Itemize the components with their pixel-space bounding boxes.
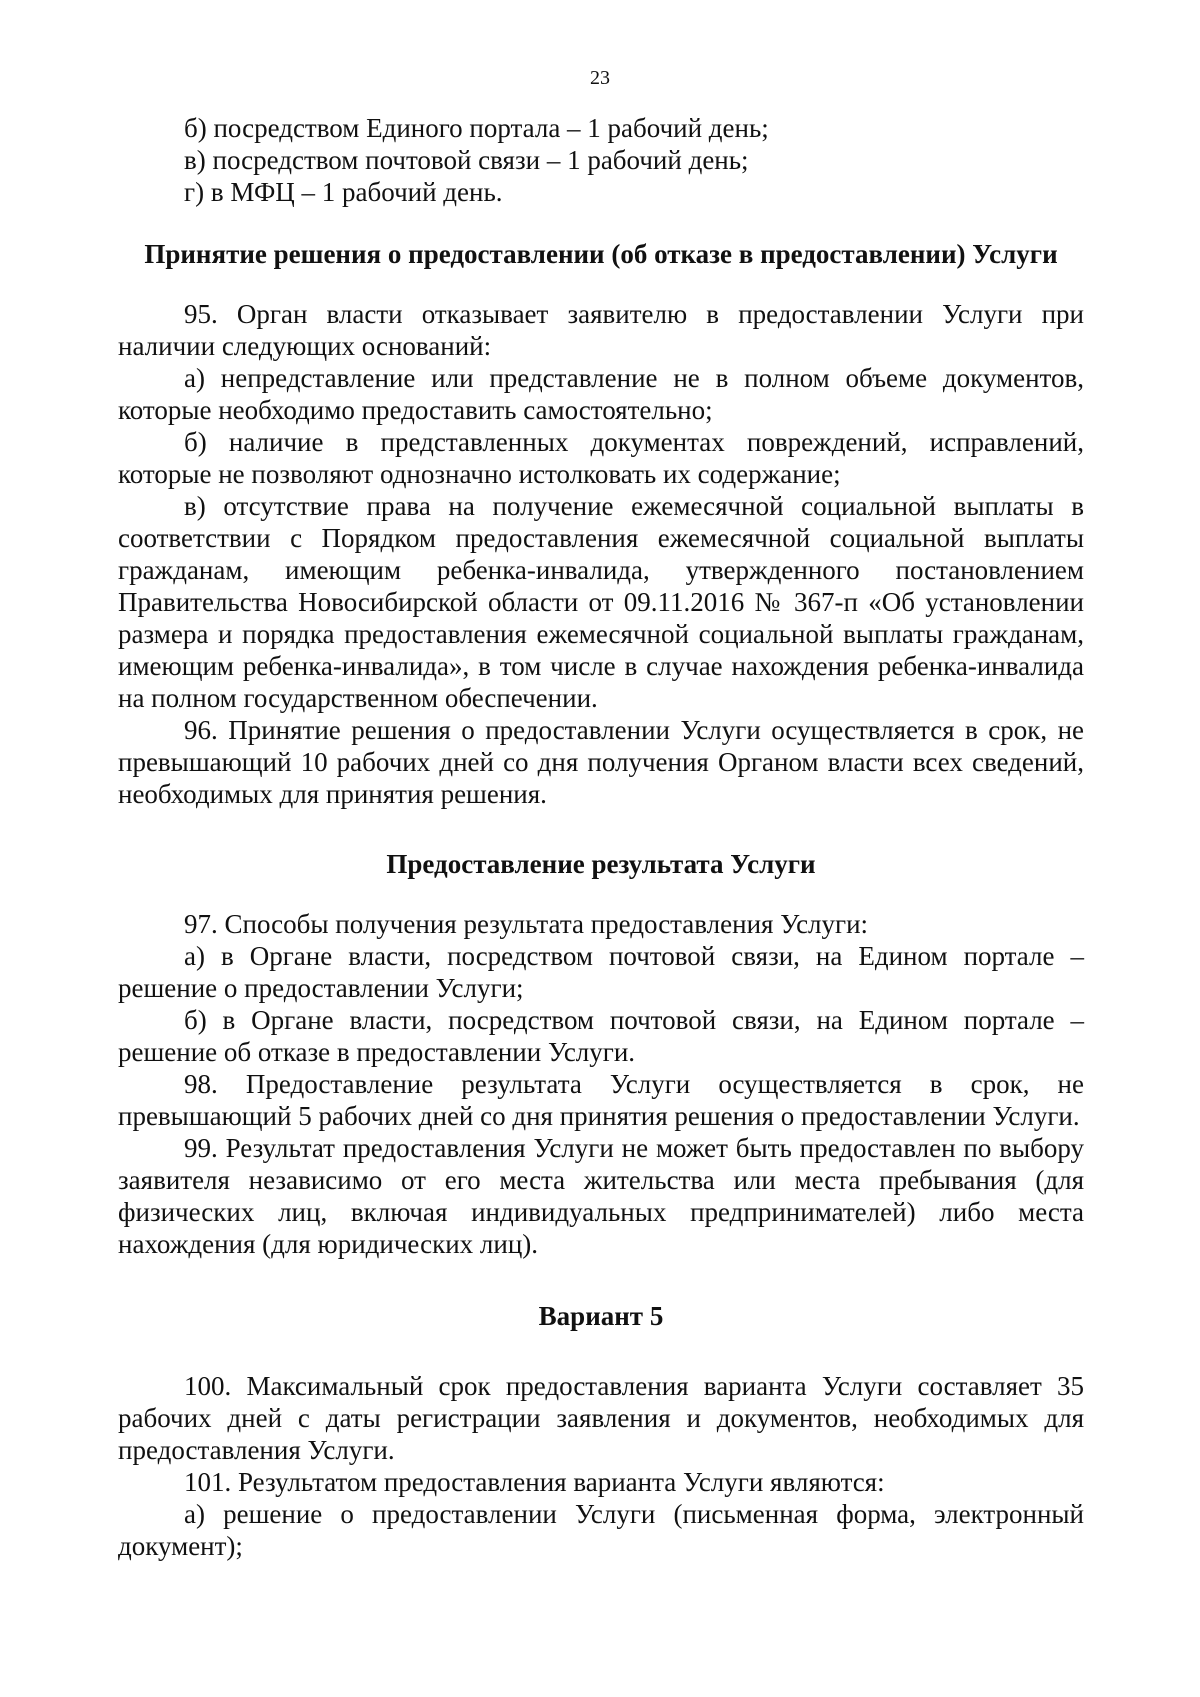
section-heading-decision: Принятие решения о предоставлении (об отказе в предоставлении) Услуги <box>144 239 1058 269</box>
paragraph-100: 100. Максимальный срок предоставления варианта Услуги составляет 35 рабочих дней с даты регистрации заявления и документов, необходимых для предоставления Услуги. <box>118 1371 1084 1465</box>
paragraph-97-a: а) в Органе власти, посредством почтовой связи, на Едином портале – решение о предоставлении Услуги; <box>118 941 1084 1003</box>
paragraph-95-b: б) наличие в представленных документах повреждений, исправлений, которые не позволяют однозначно истолковать их содержание; <box>118 427 1084 489</box>
paragraph-101: 101. Результатом предоставления варианта Услуги являются: <box>184 1467 885 1497</box>
list-item: б) посредством Единого портала – 1 рабочий день; <box>184 113 769 143</box>
page-number: 23 <box>590 67 610 89</box>
list-item: г) в МФЦ – 1 рабочий день. <box>184 177 503 207</box>
document-body <box>118 112 1084 1562</box>
paragraph-98: 98. Предоставление результата Услуги осуществляется в срок, не превышающий 5 рабочих дней со дня принятия решения о предоставлении Услуги. <box>118 1069 1084 1131</box>
paragraph-95-a: а) непредставление или представление не в полном объеме документов, которые необходимо предоставить самостоятельно; <box>118 363 1084 425</box>
paragraph-99: 99. Результат предоставления Услуги не может быть предоставлен по выбору заявителя независимо от его места жительства или места пребывания (для физических лиц, включая индивидуальных предпринимателей) либо места нахождения (для юридических лиц). <box>118 1133 1084 1259</box>
section-heading-variant-5: Вариант 5 <box>538 1301 664 1331</box>
paragraph-101-a: а) решение о предоставлении Услуги (письменная форма, электронный документ); <box>118 1499 1084 1561</box>
list-item: в) посредством почтовой связи – 1 рабочий день; <box>184 145 749 175</box>
paragraph-97: 97. Способы получения результата предоставления Услуги: <box>184 909 869 939</box>
paragraph-96: 96. Принятие решения о предоставлении Услуги осуществляется в срок, не превышающий 10 рабочих дней со дня получения Органом власти всех сведений, необходимых для принятия решения. <box>118 715 1084 809</box>
section-heading-result: Предоставление результата Услуги <box>386 849 816 879</box>
paragraph-97-b: б) в Органе власти, посредством почтовой связи, на Едином портале – решение об отказе в предоставлении Услуги. <box>118 1005 1084 1067</box>
paragraph-95-v: в) отсутствие права на получение ежемесячной социальной выплаты в соответствии с Порядком предоставления ежемесячной социальной выплаты гражданам, имеющим ребенка-инвалида, утвержденного постановлением Правительства Новосибирской области от 09.11.2016 № 367-п «Об установлении размера и порядка предоставления ежемесячной социальной выплаты гражданам, имеющим ребенка-инвалида», в том числе в случае нахождения ребенка-инвалида на полном государственном обеспечении. <box>118 491 1084 713</box>
paragraph-95: 95. Орган власти отказывает заявителю в предоставлении Услуги при наличии следующих оснований: <box>118 299 1084 361</box>
